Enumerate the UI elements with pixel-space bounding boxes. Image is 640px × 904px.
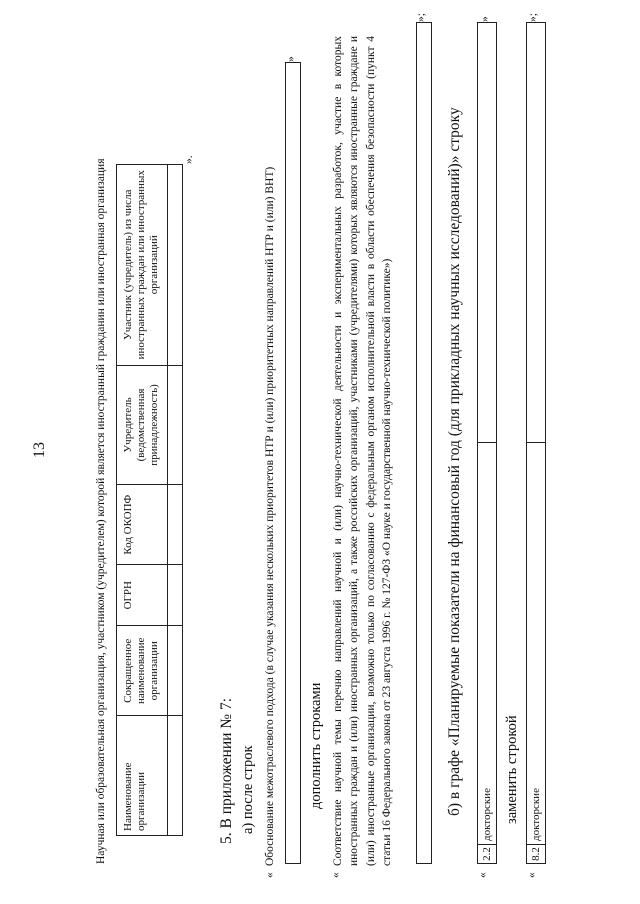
row-label: докторские: [481, 788, 493, 841]
close-mark: »: [285, 56, 297, 62]
table-header-cell: Учредитель (ведомственная принадлежность): [117, 365, 168, 485]
table-header-cell: Наименование организации: [117, 716, 168, 836]
table-row: [167, 165, 182, 836]
item-a-label: а) после строк: [240, 745, 256, 834]
table-cell: [167, 365, 182, 485]
table-cell: [167, 165, 182, 366]
table-cell: [167, 626, 182, 716]
closing-mark: ».: [183, 155, 195, 164]
open-quote: «: [526, 872, 538, 878]
table-header-cell: Сокращенное наименование организации: [117, 626, 168, 716]
column-divider: [478, 442, 496, 443]
row-label: докторские: [530, 788, 542, 841]
close-mark: »;: [527, 13, 539, 22]
row-number: 8.2: [527, 844, 545, 863]
compliance-box: [416, 22, 432, 864]
add-rows-label: дополнить строками: [308, 682, 324, 809]
row-number: 2.2: [478, 844, 496, 863]
table-row: [526, 22, 546, 864]
intro-text: Научная или образовательная организация, участником (учредителем) которой является иностранный гражданин или иностранная организация: [95, 158, 107, 864]
section-heading: 5. В приложении № 7:: [218, 697, 235, 844]
table-header-cell: ОГРН: [117, 565, 168, 626]
open-quote: «: [477, 872, 489, 878]
justification-box: [285, 62, 301, 864]
close-mark: »;: [415, 13, 427, 22]
open-quote: «: [264, 872, 276, 878]
compliance-text: Соответствие научной темы перечню направлений научной и (или) научно-технической деятельности и экспериментальных разработок, участие в которых иностранных граждан и (или) иностранных организаций, а также российских организаций, участниками (учредителями) которых являются иностранные граждане и (или) иностранные организации, возможно только по согласованию с федеральным органом исполнительной власти в области обеспечения безопасности (пункт 4 статьи 16 Федерального закона от 23 августа 1996 г. № 127-ФЗ «О науке и государственной научно-технической политике»): [332, 36, 393, 866]
replace-label: заменить строкой: [504, 715, 520, 824]
column-divider: [527, 442, 545, 443]
item-b-heading: б) в графе «Планируемые показатели на финансовый год (для прикладных научных исследований)» строку: [446, 107, 463, 816]
table-cell: [167, 565, 182, 626]
table-cell: [167, 485, 182, 565]
table-header-row: [117, 165, 168, 836]
table-row: [477, 22, 497, 864]
table-cell: [167, 716, 182, 836]
page-number: 13: [31, 442, 48, 458]
close-mark: »: [479, 16, 491, 22]
table-header-cell: Код ОКОПФ: [117, 485, 168, 565]
open-quote: «: [330, 872, 342, 878]
organization-table: [116, 164, 183, 836]
justification-label: Обоснование межотраслевого подхода (в случае указания нескольких приоритетов НТР и (или) приоритетных направлений НТР и (или) ВНТ): [264, 166, 276, 866]
table-header-cell: Участник (учредитель) из числа иностранных граждан или иностранных организаций: [117, 165, 168, 366]
